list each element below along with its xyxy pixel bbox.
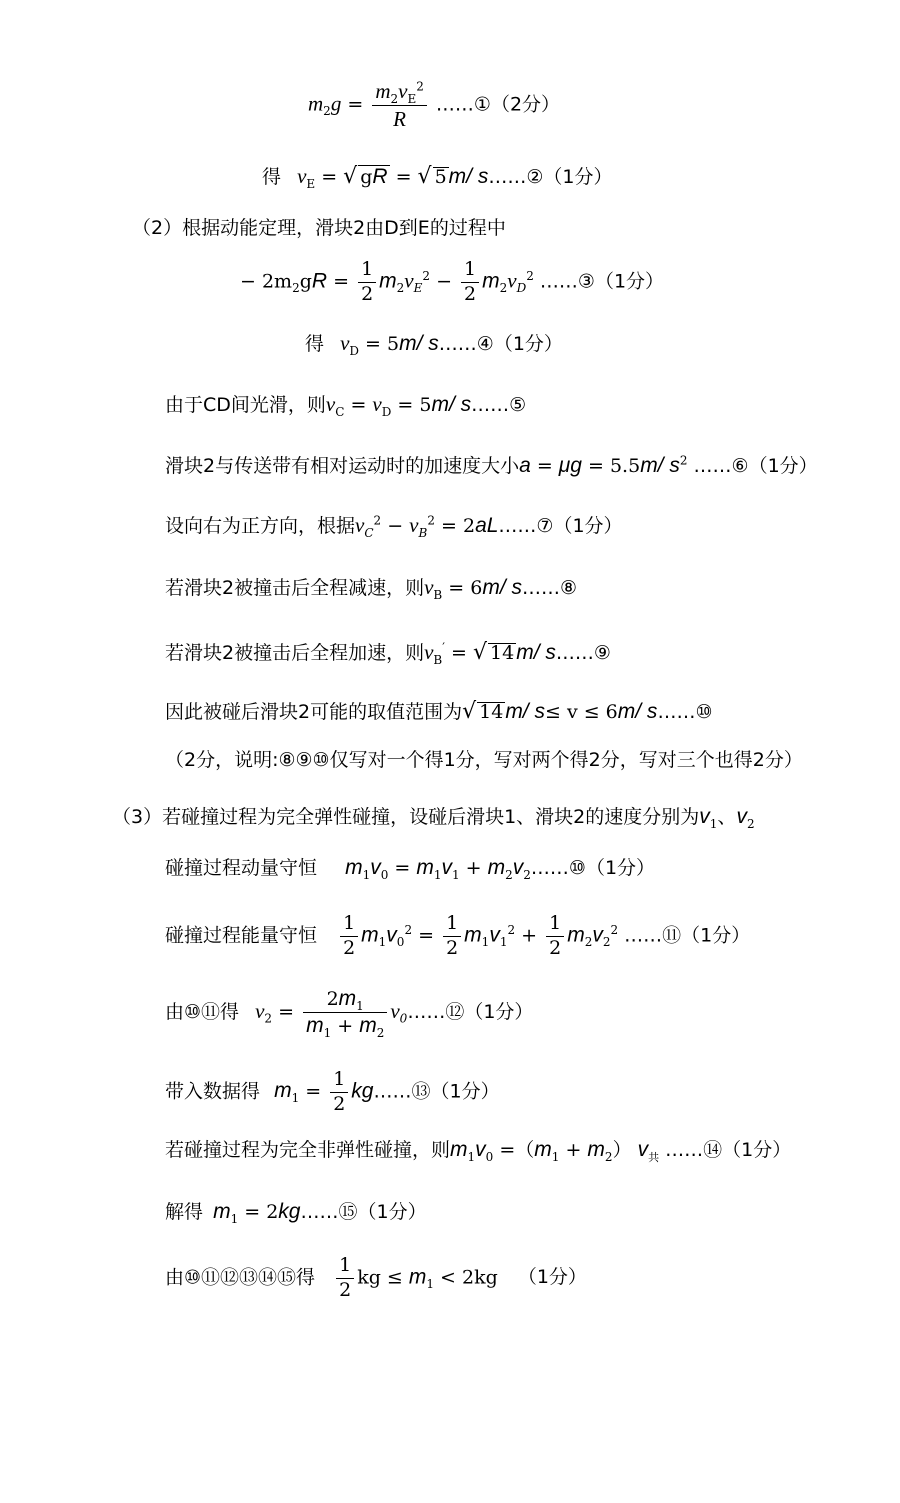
equation-10-tag: ……⑩ [657, 701, 713, 723]
equation-momentum-tag: ……⑩（1分） [530, 857, 656, 879]
label-energy: 碰撞过程能量守恒 [165, 924, 318, 947]
label-line7: 滑块2与传送带有相对运动时的加速度大小 [165, 455, 520, 477]
equation-9: 若滑块2被撞击后全程加速，则$v_B'$ = √ 14m/ s……⑨ [165, 640, 611, 667]
equation-12-tag: ……⑫（1分） [407, 1000, 534, 1023]
label-line6: 由于CD间光滑，则 [165, 394, 326, 416]
section-3-heading: （3）若碰撞过程为完全弹性碰撞，设碰后滑块1、滑块2的速度分别为$v_1$、$v_2$ [112, 805, 755, 831]
equation-7-tag: ……⑦（1分） [498, 515, 623, 537]
label-line17: 带入数据得 [165, 1080, 261, 1103]
section-2-heading: （2）根据动能定理，滑块2由D到E的过程中 [132, 217, 506, 239]
equation-13: 带入数据得 $m_1$ = $\frac{1}{2}$ kg……⑬（1分） [165, 1068, 500, 1115]
label-momentum: 碰撞过程动量守恒 [165, 857, 318, 879]
equation-15: 解得 $m_1$ = 2kg……⑮（1分） [165, 1200, 427, 1226]
section-3-text: （3）若碰撞过程为完全弹性碰撞，设碰后滑块1、滑块2的速度分别为 [112, 806, 700, 828]
equation-momentum: 碰撞过程动量守恒 $m_1v_0 = m_1v_1$ + $m_2v_2\dots\dots ⑩(1$分） [165, 856, 656, 882]
equation-3-tag: ……③（1分） [539, 270, 665, 293]
label-line11: 因此被碰后滑块2可能的取值范围为 [165, 701, 463, 723]
label-line8: 设向右为正方向，根据 [165, 515, 356, 537]
label-line19: 解得 [165, 1201, 204, 1223]
final-result: 由⑩⑪⑫⑬⑭⑮得 $\frac{1}{2}$ kg ≤ $m_1 < 2kg$ （1分） [165, 1254, 587, 1301]
equation-14-tag: ……⑭（1分） [665, 1139, 792, 1161]
equation-12: 由⑩⑪得 $v_2$ = $\frac{2m_1}{m_1 + m_2}$ $v_0\dots\dots ⑫(1$分） [165, 987, 534, 1041]
equation-10-range: 因此被碰后滑块2可能的取值范围为√ 14m/ s≤ v ≤ 6m/ s……⑩ [165, 699, 713, 724]
equation-8-tag: ……⑧ [522, 577, 578, 599]
equation-5-tag: ……⑤ [471, 394, 527, 416]
equation-4: 得 $v_D = 5m/$ s……④（1分） [305, 331, 563, 358]
label-de: 得 [262, 166, 282, 188]
equation-9-tag: ……⑨ [555, 642, 611, 664]
equation-6-tag: ……⑥（1分） [693, 455, 818, 477]
equation-energy: 碰撞过程能量守恒 $\frac{1}{2}$ $m_1v_0^2$ = $\frac{1}{2}$ $m_1v_1^2$ + $\frac{1}{2}$ $m_2v_2^2$ ……⑪（1分） [165, 912, 751, 959]
equation-14: 若碰撞过程为完全非弹性碰撞，则$m_1v_0 =(m_1 + m_2)$ $v_共$ ……⑭（1分） [165, 1138, 792, 1164]
label-de: 得 [305, 333, 325, 355]
label-line10: 若滑块2被撞击后全程加速，则 [165, 642, 425, 664]
label-line18: 若碰撞过程为完全非弹性碰撞，则 [165, 1139, 451, 1161]
equation-15-tag: ……⑮（1分） [300, 1201, 427, 1223]
equation-1: $m_2g$ = $\frac{m_2v_E^2}{R}$ ……①（2分） [308, 79, 561, 131]
equation-8: 若滑块2被撞击后全程减速，则$v_B = 6m/$ s……⑧ [165, 575, 578, 602]
equation-5: 由于CD间光滑，则$v_C = v_D = 5m/$ s……⑤ [165, 392, 527, 419]
equation-7: 设向右为正方向，根据$v_C^2 - v_B^2$ = 2aL……⑦（1分） [165, 513, 623, 540]
equation-energy-tag: ……⑪（1分） [624, 924, 751, 947]
final-result-tag: （1分） [517, 1266, 587, 1289]
label-line20: 由⑩⑪⑫⑬⑭⑮得 [165, 1266, 316, 1289]
scoring-note: （2分，说明:⑧⑨⑩仅写对一个得1分，写对两个得2分，写对三个也得2分） [165, 749, 803, 771]
equation-3: − $2m_2gR$ = $\frac{1}{2}$ $m_2v_E^2$ − $\frac{1}{2}$ $m_2v_D^2$ ……③（1分） [240, 258, 665, 305]
equation-13-tag: ……⑬（1分） [373, 1080, 500, 1103]
equation-2: 得 $v_E$ = √ gR = √ 5m/ s……②（1分） [262, 164, 613, 191]
label-line16: 由⑩⑪得 [165, 1000, 240, 1023]
label-line9: 若滑块2被撞击后全程减速，则 [165, 577, 425, 599]
equation-1-tag: ……①（2分） [435, 93, 561, 116]
equation-4-tag: ……④（1分） [438, 333, 563, 355]
equation-2-tag: ……②（1分） [488, 166, 613, 188]
equation-6: 滑块2与传送带有相对运动时的加速度大小a = μg = 5.5m/ $s^2$ ……⑥（1分） [165, 453, 818, 477]
